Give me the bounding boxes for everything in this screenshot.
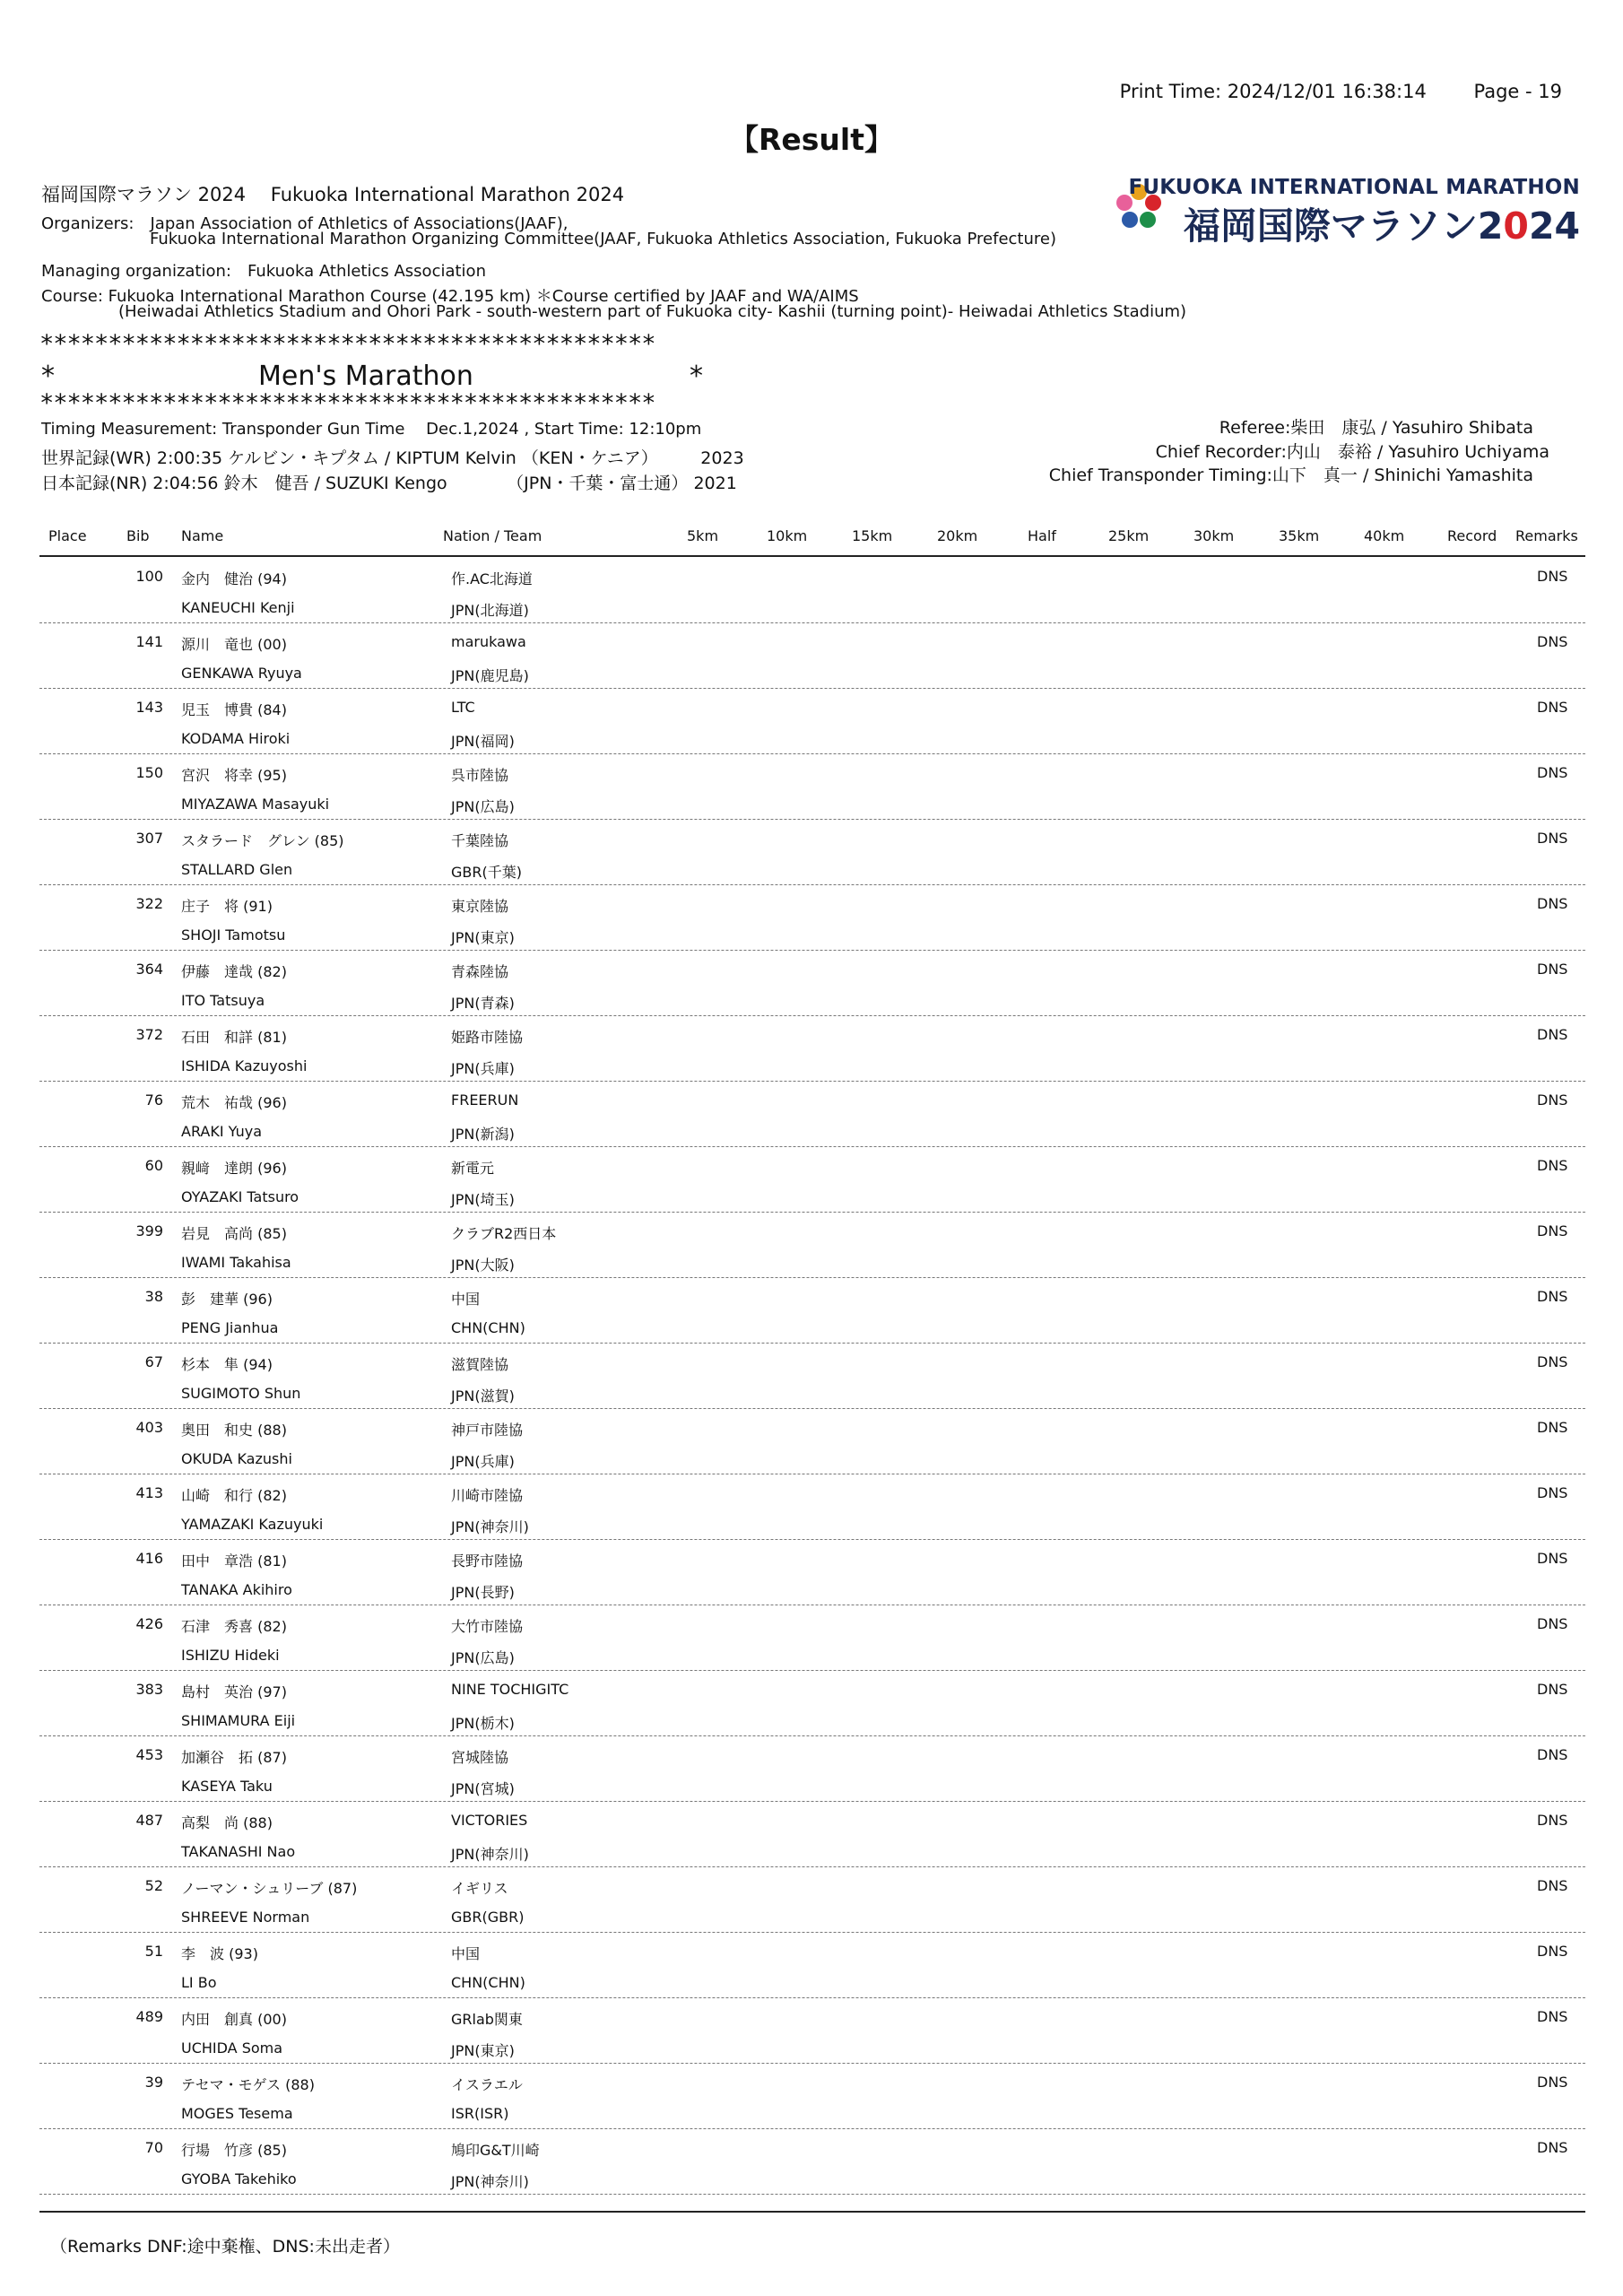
nation-cell: JPN(宮城) — [451, 1780, 515, 1797]
timing-measurement: Timing Measurement: Transponder Gun Time Dec.1,2024 , Start Time: 12:10pm — [41, 420, 702, 439]
team-cell: 滋賀陸協 — [451, 1356, 509, 1373]
chief-recorder: Chief Recorder:内山 泰裕 / Yasuhiro Uchiyama — [1155, 442, 1549, 462]
nation-cell: CHN(CHN) — [451, 1974, 525, 1991]
table-row — [39, 1539, 1585, 1605]
name-jp-cell: 伊藤 達哉 (82) — [181, 963, 287, 980]
table-row — [39, 950, 1585, 1016]
bib-cell: 38 — [144, 1288, 163, 1305]
name-en-cell: OKUDA Kazushi — [181, 1450, 292, 1467]
name-en-cell: ISHIDA Kazuyoshi — [181, 1057, 308, 1074]
team-cell: 青森陸協 — [451, 963, 509, 980]
table-row — [39, 884, 1585, 951]
col-place: Place — [48, 527, 87, 544]
remarks-cell: DNS — [1537, 895, 1568, 912]
col-5km: 5km — [687, 527, 719, 544]
team-cell: LTC — [451, 699, 475, 716]
name-jp-cell: 杉本 隼 (94) — [181, 1356, 273, 1373]
team-cell: 呉市陸協 — [451, 767, 509, 784]
name-en-cell: GENKAWA Ryuya — [181, 665, 302, 682]
table-row — [39, 1408, 1585, 1474]
remarks-legend: （Remarks DNF:途中棄権、DNS:未出走者） — [50, 2237, 400, 2257]
team-cell: VICTORIES — [451, 1812, 528, 1829]
remarks-cell: DNS — [1537, 1550, 1568, 1567]
bib-cell: 453 — [135, 1746, 163, 1763]
nation-cell: JPN(青森) — [451, 995, 515, 1012]
bib-cell: 364 — [135, 961, 163, 978]
team-cell: 宮城陸協 — [451, 1749, 509, 1766]
table-row — [39, 1605, 1585, 1671]
team-cell: FREERUN — [451, 1091, 519, 1109]
col-record: Record — [1447, 527, 1497, 544]
name-jp-cell: 加瀬谷 拓 (87) — [181, 1749, 287, 1766]
team-cell: GRlab関東 — [451, 2011, 523, 2028]
table-row — [39, 1866, 1585, 1933]
col-half: Half — [1028, 527, 1056, 544]
name-jp-cell: 山崎 和行 (82) — [181, 1487, 287, 1504]
remarks-cell: DNS — [1537, 1353, 1568, 1370]
name-jp-cell: 岩見 高尚 (85) — [181, 1225, 287, 1242]
organizers-line-1: Organizers: Japan Association of Athletics of Associations(JAAF), — [41, 214, 568, 233]
remarks-cell: DNS — [1537, 1877, 1568, 1894]
print-time: Print Time: 2024/12/01 16:38:14 — [1119, 81, 1427, 102]
name-jp-cell: 石田 和詳 (81) — [181, 1029, 287, 1046]
nation-cell: JPN(東京) — [451, 2042, 515, 2059]
event-logo — [1114, 176, 1580, 248]
nation-cell: JPN(東京) — [451, 929, 515, 946]
name-jp-cell: 荒木 祐哉 (96) — [181, 1094, 287, 1111]
bib-cell: 141 — [135, 633, 163, 650]
team-cell: 大竹市陸協 — [451, 1618, 524, 1635]
print-info — [1120, 81, 1562, 102]
name-jp-cell: 金内 健治 (94) — [181, 570, 287, 587]
course-line-2: (Heiwadai Athletics Stadium and Ohori Park - south-western part of Fukuoka city- Kashii (turning point)- Heiwadai Athletics Stadium) — [118, 302, 1187, 321]
remarks-cell: DNS — [1537, 1812, 1568, 1829]
name-jp-cell: 源川 竜也 (00) — [181, 636, 287, 653]
remarks-cell: DNS — [1537, 1091, 1568, 1109]
bib-cell: 372 — [135, 1026, 163, 1043]
nation-cell: CHN(CHN) — [451, 1319, 525, 1336]
team-cell: 中国 — [451, 1945, 481, 1962]
bib-cell: 76 — [144, 1091, 163, 1109]
remarks-cell: DNS — [1537, 1157, 1568, 1174]
nation-cell: GBR(千葉) — [451, 864, 522, 881]
table-row — [39, 1015, 1585, 1082]
name-en-cell: IWAMI Takahisa — [181, 1254, 291, 1271]
event-name-line — [41, 361, 703, 392]
table-row — [39, 688, 1585, 754]
col-remarks: Remarks — [1515, 527, 1578, 544]
remarks-cell: DNS — [1537, 1419, 1568, 1436]
col-nation-team: Nation / Team — [443, 527, 542, 544]
table-row — [39, 1997, 1585, 2064]
team-cell: NINE TOCHIGITC — [451, 1681, 569, 1698]
name-jp-cell: スタラード グレン (85) — [181, 832, 344, 849]
team-cell: 川崎市陸協 — [451, 1487, 524, 1504]
table-row — [39, 1343, 1585, 1409]
col-name: Name — [181, 527, 224, 544]
team-cell: クラブR2西日本 — [451, 1225, 557, 1242]
name-en-cell: STALLARD Glen — [181, 861, 293, 878]
remarks-cell: DNS — [1537, 2139, 1568, 2156]
remarks-cell: DNS — [1537, 633, 1568, 650]
name-en-cell: TANAKA Akihiro — [181, 1581, 292, 1598]
page-number: Page - 19 — [1473, 81, 1562, 102]
name-en-cell: KANEUCHI Kenji — [181, 599, 295, 616]
event-name: Men's Marathon — [258, 361, 473, 392]
table-row — [39, 1932, 1585, 1998]
name-en-cell: UCHIDA Soma — [181, 2039, 283, 2057]
table-row — [39, 1081, 1585, 1147]
remarks-cell: DNS — [1537, 1222, 1568, 1239]
team-cell: イギリス — [451, 1880, 508, 1897]
nation-cell: JPN(大阪) — [451, 1257, 515, 1274]
name-en-cell: PENG Jianhua — [181, 1319, 279, 1336]
table-row — [39, 1474, 1585, 1540]
bib-cell: 67 — [144, 1353, 163, 1370]
table-row — [39, 1801, 1585, 1867]
bib-cell: 489 — [135, 2008, 163, 2025]
name-en-cell: MOGES Tesema — [181, 2105, 293, 2122]
name-jp-cell: 親﨑 達朗 (96) — [181, 1160, 287, 1177]
nation-cell: JPN(滋賀) — [451, 1387, 515, 1405]
nation-cell: JPN(鹿児島) — [451, 667, 529, 684]
page-title: 【Result】 — [728, 122, 894, 157]
table-row — [39, 753, 1585, 820]
team-cell: 鳩印G&T川崎 — [451, 2142, 540, 2159]
remarks-cell: DNS — [1537, 2074, 1568, 2091]
team-cell: 千葉陸協 — [451, 832, 509, 849]
remarks-cell: DNS — [1537, 764, 1568, 781]
name-en-cell: GYOBA Takehiko — [181, 2170, 297, 2187]
nation-cell: JPN(新潟) — [451, 1126, 515, 1143]
team-cell: 東京陸協 — [451, 898, 509, 915]
bib-cell: 399 — [135, 1222, 163, 1239]
remarks-cell: DNS — [1537, 1681, 1568, 1698]
col-30km: 30km — [1193, 527, 1235, 544]
organizers-line-2: Fukuoka International Marathon Organizing Committee(JAAF, Fukuoka Athletics Association, Fukuoka Prefecture) — [150, 230, 1056, 248]
bib-cell: 383 — [135, 1681, 163, 1698]
remarks-cell: DNS — [1537, 830, 1568, 847]
name-en-cell: KASEYA Taku — [181, 1778, 273, 1795]
name-jp-cell: 奥田 和史 (88) — [181, 1422, 287, 1439]
logo-english: FUKUOKA INTERNATIONAL MARATHON — [1128, 176, 1580, 199]
nation-cell: JPN(神奈川) — [451, 1846, 529, 1863]
nation-cell: JPN(神奈川) — [451, 2173, 529, 2190]
star-line-top: ********************************************* — [39, 330, 655, 358]
table-row — [39, 819, 1585, 885]
bib-cell: 487 — [135, 1812, 163, 1829]
name-jp-cell: 田中 章浩 (81) — [181, 1552, 287, 1570]
col-bib: Bib — [126, 527, 150, 544]
remarks-cell: DNS — [1537, 1484, 1568, 1501]
name-en-cell: LI Bo — [181, 1974, 217, 1991]
world-record: 世界記録(WR) 2:00:35 ケルビン・キプタム / KIPTUM Kelvin （KEN・ケニア） 2023 — [41, 448, 744, 468]
table-row — [39, 2063, 1585, 2129]
event-star-left: * — [41, 361, 55, 392]
bib-cell: 143 — [135, 699, 163, 716]
bib-cell: 39 — [144, 2074, 163, 2091]
remarks-cell: DNS — [1537, 2008, 1568, 2025]
col-40km: 40km — [1364, 527, 1405, 544]
bib-cell: 70 — [144, 2139, 163, 2156]
bib-cell: 403 — [135, 1419, 163, 1436]
bib-cell: 100 — [135, 568, 163, 585]
name-jp-cell: 石津 秀喜 (82) — [181, 1618, 287, 1635]
bib-cell: 52 — [144, 1877, 163, 1894]
remarks-cell: DNS — [1537, 568, 1568, 585]
footer-divider — [39, 2211, 1585, 2213]
name-en-cell: ISHIZU Hideki — [181, 1647, 280, 1664]
bib-cell: 413 — [135, 1484, 163, 1501]
team-cell: イスラエル — [451, 2076, 523, 2093]
bib-cell: 322 — [135, 895, 163, 912]
bib-cell: 150 — [135, 764, 163, 781]
name-en-cell: SHIMAMURA Eiji — [181, 1712, 296, 1729]
remarks-cell: DNS — [1537, 1943, 1568, 1960]
table-row — [39, 1670, 1585, 1736]
team-cell: 長野市陸協 — [451, 1552, 524, 1570]
logo-japanese — [1184, 196, 1580, 249]
name-jp-cell: テセマ・モゲス (88) — [181, 2076, 315, 2093]
nation-cell: JPN(広島) — [451, 798, 515, 815]
name-jp-cell: 児玉 博貴 (84) — [181, 701, 287, 718]
name-en-cell: TAKANASHI Nao — [181, 1843, 296, 1860]
col-20km: 20km — [937, 527, 978, 544]
table-row — [39, 1212, 1585, 1278]
bib-cell: 51 — [144, 1943, 163, 1960]
name-jp-cell: ノーマン・シュリーブ (87) — [181, 1880, 358, 1897]
nation-cell: JPN(兵庫) — [451, 1060, 515, 1077]
course-line-1: Course: Fukuoka International Marathon Course (42.195 km) ＊Course certified by JAAF and WA/AIMS — [41, 287, 859, 306]
logo-ja-red-zero: 0 — [1503, 204, 1529, 248]
nation-cell: JPN(兵庫) — [451, 1453, 515, 1470]
logo-ja-year-end: 24 — [1528, 204, 1580, 248]
referee: Referee:柴田 康弘 / Yasuhiro Shibata — [1219, 418, 1533, 438]
bib-cell: 307 — [135, 830, 163, 847]
team-cell: 神戸市陸協 — [451, 1422, 524, 1439]
name-jp-cell: 李 波 (93) — [181, 1945, 258, 1962]
col-25km: 25km — [1108, 527, 1150, 544]
name-en-cell: SUGIMOTO Shun — [181, 1385, 301, 1402]
remarks-cell: DNS — [1537, 1288, 1568, 1305]
name-jp-cell: 内田 創真 (00) — [181, 2011, 287, 2028]
team-cell: 中国 — [451, 1291, 481, 1308]
nation-cell: GBR(GBR) — [451, 1909, 525, 1926]
managing-organization: Managing organization: Fukuoka Athletics Association — [41, 262, 486, 281]
table-row — [39, 557, 1585, 623]
table-row — [39, 1277, 1585, 1344]
event-title: 福岡国際マラソン 2024 Fukuoka International Marathon 2024 — [41, 184, 625, 205]
nation-cell: JPN(福岡) — [451, 733, 515, 750]
team-cell: marukawa — [451, 633, 526, 650]
event-star-right: * — [690, 361, 703, 392]
name-en-cell: SHREEVE Norman — [181, 1909, 310, 1926]
nation-cell: JPN(神奈川) — [451, 1518, 529, 1535]
name-en-cell: OYAZAKI Tatsuro — [181, 1188, 299, 1205]
table-row — [39, 1146, 1585, 1213]
name-jp-cell: 高梨 尚 (88) — [181, 1814, 273, 1831]
chief-transponder: Chief Transponder Timing:山下 真一 / Shinichi Yamashita — [1048, 465, 1533, 485]
nation-cell: JPN(北海道) — [451, 602, 529, 619]
name-jp-cell: 庄子 将 (91) — [181, 898, 273, 915]
national-record: 日本記録(NR) 2:04:56 鈴木 健吾 / SUZUKI Kengo （JPN・千葉・富士通） 2021 — [41, 474, 737, 493]
bib-cell: 426 — [135, 1615, 163, 1632]
nation-cell: ISR(ISR) — [451, 2105, 509, 2122]
logo-ja-text: 福岡国際マラソン2 — [1183, 204, 1504, 248]
name-en-cell: SHOJI Tamotsu — [181, 926, 286, 944]
name-jp-cell: 宮沢 将幸 (95) — [181, 767, 287, 784]
star-line-bottom: ********************************************* — [39, 389, 655, 417]
name-jp-cell: 島村 英治 (97) — [181, 1683, 287, 1700]
bib-cell: 60 — [144, 1157, 163, 1174]
table-row — [39, 622, 1585, 689]
col-15km: 15km — [852, 527, 893, 544]
table-row — [39, 2128, 1585, 2195]
table-row — [39, 1735, 1585, 1802]
nation-cell: JPN(長野) — [451, 1584, 515, 1601]
remarks-cell: DNS — [1537, 1026, 1568, 1043]
name-en-cell: MIYAZAWA Masayuki — [181, 796, 330, 813]
name-en-cell: ARAKI Yuya — [181, 1123, 263, 1140]
nation-cell: JPN(栃木) — [451, 1715, 515, 1732]
name-jp-cell: 行場 竹彦 (85) — [181, 2142, 287, 2159]
bib-cell: 416 — [135, 1550, 163, 1567]
nation-cell: JPN(広島) — [451, 1649, 515, 1666]
name-jp-cell: 彭 建華 (96) — [181, 1291, 273, 1308]
remarks-cell: DNS — [1537, 961, 1568, 978]
name-en-cell: ITO Tatsuya — [181, 992, 265, 1009]
team-cell: 姫路市陸協 — [451, 1029, 524, 1046]
remarks-cell: DNS — [1537, 1746, 1568, 1763]
team-cell: 作.AC北海道 — [451, 570, 533, 587]
remarks-cell: DNS — [1537, 699, 1568, 716]
nation-cell: JPN(埼玉) — [451, 1191, 515, 1208]
team-cell: 新電元 — [451, 1160, 495, 1177]
name-en-cell: KODAMA Hiroki — [181, 730, 291, 747]
col-35km: 35km — [1279, 527, 1320, 544]
name-en-cell: YAMAZAKI Kazuyuki — [181, 1516, 324, 1533]
col-10km: 10km — [767, 527, 808, 544]
remarks-cell: DNS — [1537, 1615, 1568, 1632]
